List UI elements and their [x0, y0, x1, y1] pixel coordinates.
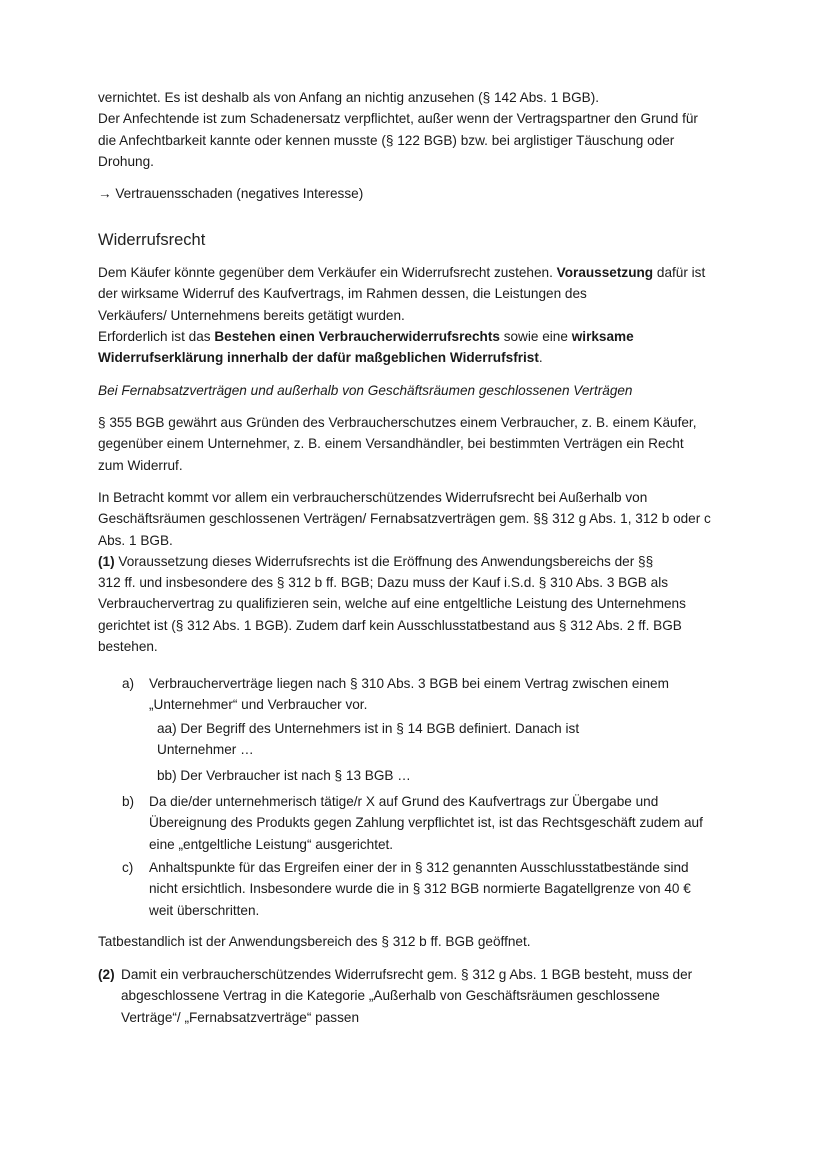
text-line: eine „entgeltliche Leistung“ ausgerichtet. [149, 836, 394, 852]
text-line: Verbraucherverträge liegen nach § 310 Abs. 3 BGB bei einem Vertrag zwischen einem [149, 676, 669, 691]
text-line: der wirksame Widerruf des Kaufvertrags, im Rahmen dessen, die Leistungen des [98, 286, 587, 302]
text-line: Da die/der unternehmerisch tätige/r X auf Grund des Kaufvertrags zur Übergabe und [149, 794, 659, 809]
text-line: die Anfechtbarkeit kannte oder kennen musste (§ 122 BGB) bzw. bei arglistiger Täuschung oder [98, 132, 675, 148]
text-line: Verträge“/ „Fernabsatzverträge“ passen [121, 1009, 360, 1025]
text-line: Abs. 1 BGB. [98, 532, 173, 548]
text-line: Verkäufers/ Unternehmens bereits getätigt wurden. [98, 307, 405, 323]
text-line: aa) Der Begriff des Unternehmers ist in § 14 BGB definiert. Danach ist [157, 721, 580, 736]
text-line: Geschäftsräumen geschlossenen Verträgen/ Fernabsatzverträgen gem. §§ 312 g Abs. 1, 312 b oder c [98, 511, 711, 527]
text-line: bestehen. [98, 639, 158, 655]
sub-item-aa [157, 718, 717, 761]
text-line: weit überschritten. [149, 902, 260, 918]
text-line: „Unternehmer“ und Verbraucher vor. [149, 697, 368, 713]
text-line: Übereignung des Produkts gegen Zahlung verpflichtet ist, ist das Rechtsgeschäft zudem auf [149, 815, 703, 831]
text-line: Dem Käufer könnte gegenüber dem Verkäufer ein Widerrufsrecht zustehen. Voraussetzung dafür ist [98, 265, 706, 280]
text-line: Anhaltspunkte für das Ergreifen einer der in § 312 genannten Ausschlusstatbestände sind [149, 860, 689, 875]
text-line: Drohung. [98, 153, 154, 169]
sub-item-bb: bb) Der Verbraucher ist nach § 13 BGB … [157, 768, 411, 783]
text-line: vernichtet. Es ist deshalb als von Anfang an nichtig anzusehen (§ 142 Abs. 1 BGB). [98, 90, 600, 105]
text-line: § 355 BGB gewährt aus Gründen des Verbraucherschutzes einem Verbraucher, z. B. einem Käufer, [98, 415, 697, 430]
text-line: gerichtet ist (§ 312 Abs. 1 BGB). Zudem darf kein Ausschlusstatbestand aus § 312 Abs. 2 ff. BGB [98, 617, 682, 633]
text-line: gegenüber einem Unternehmer, z. B. einem Versandhändler, bei bestimmten Verträgen ein Recht [98, 436, 684, 452]
italic-subheading: Bei Fernabsatzverträgen und außerhalb von Geschäftsräumen geschlossenen Verträgen [98, 383, 633, 398]
text-line: Widerrufserklärung innerhalb der dafür maßgeblichen Widerrufsfrist. [98, 350, 543, 366]
text-line: Damit ein verbraucherschützendes Widerrufsrecht gem. § 312 g Abs. 1 BGB besteht, muss der [121, 967, 693, 982]
text-line: Der Anfechtende ist zum Schadenersatz verpflichtet, außer wenn der Vertragspartner den Grund für [98, 111, 698, 127]
list-marker: a) [122, 676, 135, 691]
tatbestand-line: Tatbestandlich ist der Anwendungsbereich des § 312 b ff. BGB geöffnet. [98, 934, 531, 949]
section-heading: Widerrufsrecht [98, 231, 206, 249]
text-line: nicht ersichtlich. Insbesondere wurde die in § 312 BGB normierte Bagatellgrenze von 40 € [149, 881, 691, 897]
list-marker: b) [122, 794, 135, 809]
text-line: 312 ff. und insbesondere des § 312 b ff. BGB; Dazu muss der Kauf i.S.d. § 310 Abs. 3 BGB als [98, 575, 669, 591]
paragraph-widerruf [98, 262, 738, 368]
text-line: Verbrauchervertrag zu qualifizieren sein, welche auf eine entgeltliche Leistung des Unternehmens [98, 596, 686, 612]
paragraph-355 [98, 412, 738, 476]
text-line: Erforderlich ist das Bestehen einen Verbraucherwiderrufsrechts sowie eine wirksame [98, 328, 634, 344]
list-marker: (2) [98, 967, 115, 982]
text-line: abgeschlossene Vertrag in die Kategorie „Außerhalb von Geschäftsräumen geschlossene [121, 988, 660, 1004]
text-line: zum Widerruf. [98, 457, 183, 473]
text-line: In Betracht kommt vor allem ein verbraucherschützendes Widerrufsrecht bei Außerhalb von [98, 490, 648, 505]
vertrauensschaden-line: → Vertrauensschaden (negatives Interesse) [98, 186, 364, 201]
paragraph-betracht [98, 487, 738, 657]
list-marker: c) [122, 860, 134, 875]
text-line: Unternehmer … [157, 742, 254, 758]
intro-paragraph [98, 87, 738, 172]
text-line: (1) Voraussetzung dieses Widerrufsrechts ist die Eröffnung des Anwendungsbereichs der §§ [98, 553, 654, 569]
